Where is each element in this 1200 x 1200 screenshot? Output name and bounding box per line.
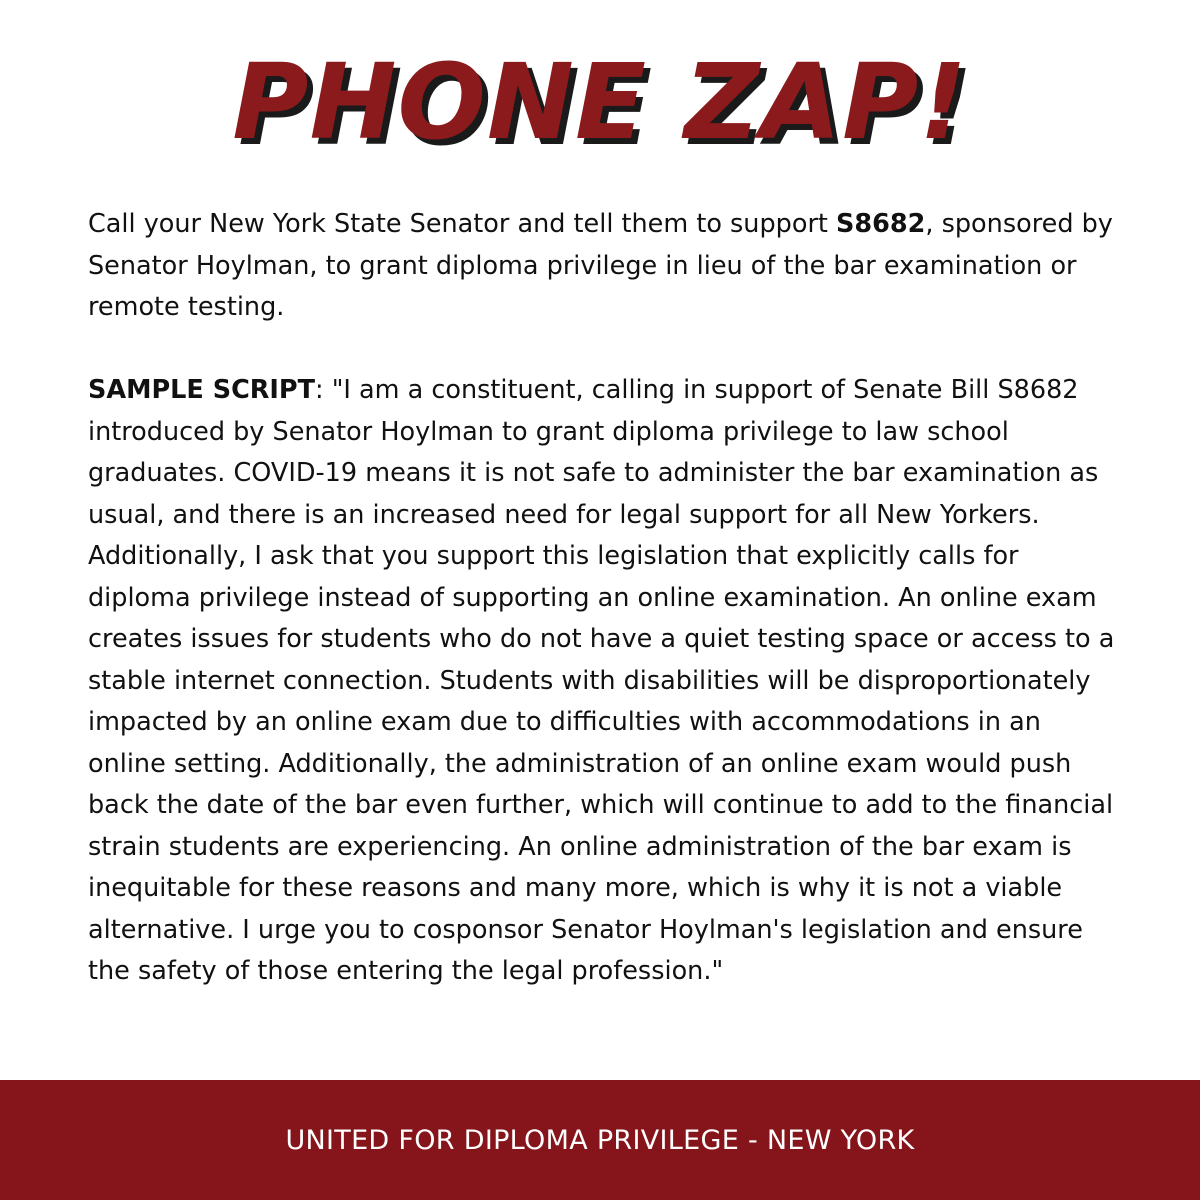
intro-text-start: Call your New York State Senator and tell them to support xyxy=(88,209,837,239)
script-separator: : xyxy=(315,375,332,405)
intro-text-end: , sponsored by Senator Hoylman, to grant diploma privilege in lieu of the bar examination or remote testing. xyxy=(88,209,1113,322)
footer-banner xyxy=(0,1080,1200,1200)
script-paragraph xyxy=(88,370,1118,993)
intro-paragraph xyxy=(88,204,1118,329)
script-text: "I am a constituent, calling in support of Senate Bill S8682 introduced by Senator Hoylman to grant diploma privilege to law school graduates. COVID-19 means it is not safe to administer the bar examination as usual, and there is an increased need for legal support for all New Yorkers. Additionally, I ask that you support this legislation that explicitly calls for diploma privilege instead of supporting an online examination. An online exam creates issues for students who do not have a quiet testing space or access to a stable internet connection. Students with disabilities will be disproportionately impacted by an online exam due to difficulties with accommodations in an online setting. Additionally, the administration of an online exam would push back the date of the bar even further, which will continue to add to the financial strain students are experiencing. An online administration of the bar exam is inequitable for these reasons and many more, which is why it is not a viable alternative. I urge you to cosponsor Senator Hoylman's legislation and ensure the safety of those entering the legal profession." xyxy=(88,375,1115,986)
script-label: SAMPLE SCRIPT xyxy=(88,375,315,405)
body-content xyxy=(88,204,1118,993)
page-title: PHONE ZAP! xyxy=(232,41,968,163)
footer-text: UNITED FOR DIPLOMA PRIVILEGE - NEW YORK xyxy=(285,1124,915,1156)
bill-number: S8682 xyxy=(836,209,926,239)
